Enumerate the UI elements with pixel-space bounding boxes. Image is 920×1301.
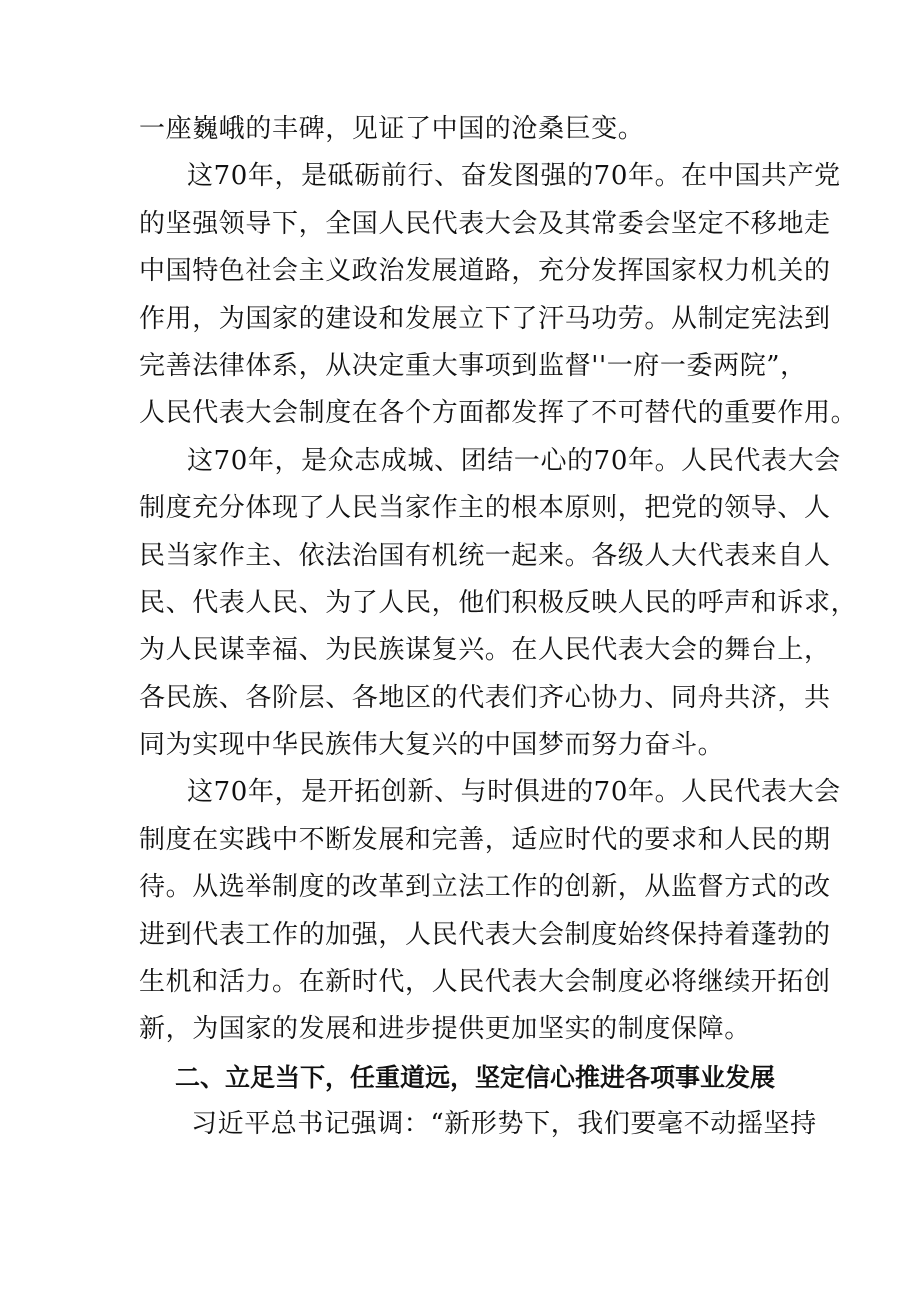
text-line: 进到代表工作的加强，人民代表大会制度始终保持着蓬勃的	[139, 919, 831, 950]
text-line: 制度在实践中不断发展和完善，适应时代的要求和人民的期	[139, 824, 831, 855]
text-line: 这70年，是砥砺前行、奋发图强的70年。在中国共产党	[187, 161, 841, 192]
document-body	[139, 106, 858, 1149]
text-line: 民、代表人民、为了人民，他们积极反映人民的呼声和诉求，	[139, 587, 858, 618]
text-line: 习近平总书记强调：“新形势下，我们要毫不动摇坚持	[191, 1109, 817, 1140]
text-line: 的坚强领导下，全国人民代表大会及其常委会坚定不移地走	[139, 208, 831, 239]
text-line: 民当家作主、依法治国有机统一起来。各级人大代表来自人	[139, 540, 831, 571]
text-line: 为人民谋幸福、为民族谋复兴。在人民代表大会的舞台上，	[139, 635, 831, 666]
text-line: 这70年，是众志成城、团结一心的70年。人民代表大会	[187, 445, 841, 476]
text-line: 一座巍峨的丰碑，见证了中国的沧桑巨变。	[139, 114, 645, 144]
text-line: 中国特色社会主义政治发展道路，充分发挥国家权力机关的	[139, 256, 831, 287]
text-line: 同为实现中华民族伟大复兴的中国梦而努力奋斗。	[139, 730, 725, 761]
text-line: 作用，为国家的建设和发展立下了汗马功劳。从制定宪法到	[139, 303, 831, 334]
text-line: 完善法律体系，从决定重大事项到监督''一府一委两院”，	[139, 350, 807, 381]
text-line: 制度充分体现了人民当家作主的根本原则，把党的领导、人	[139, 493, 831, 524]
text-line: 新，为国家的发展和进步提供更加坚实的制度保障。	[139, 1014, 751, 1045]
text-line: 待。从选举制度的改革到立法工作的创新，从监督方式的改	[139, 872, 831, 903]
text-line: 生机和活力。在新时代，人民代表大会制度必将继续开拓创	[139, 967, 831, 998]
section-heading: 二、立足当下，任重道远，坚定信心推进各项事业发展	[175, 1062, 776, 1092]
text-line: 这70年，是开拓创新、与时俱进的70年。人民代表大会	[187, 777, 841, 808]
text-line: 各民族、各阶层、各地区的代表们齐心协力、同舟共济，共	[139, 682, 831, 713]
text-line: 人民代表大会制度在各个方面都发挥了不可替代的重要作用。	[139, 398, 858, 429]
